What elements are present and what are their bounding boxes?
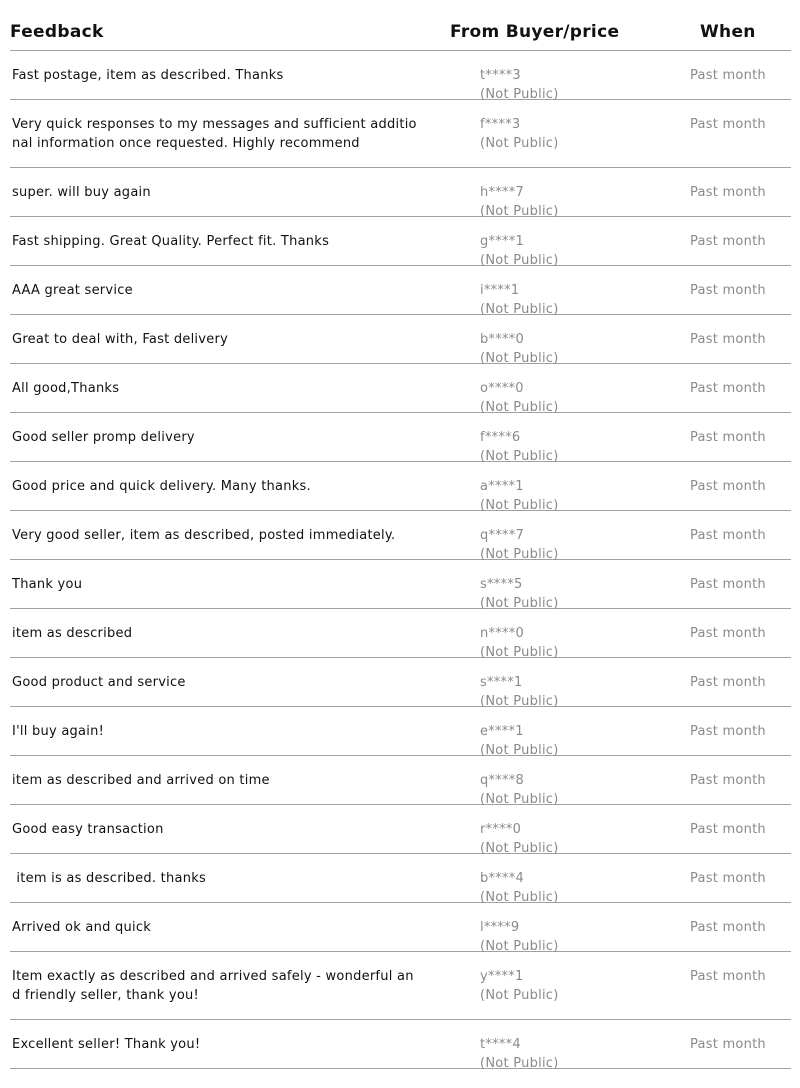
table-row (10, 413, 791, 462)
buyer-info (480, 183, 559, 221)
price-visibility: (Not Public) (480, 596, 559, 611)
feedback-text: Very quick responses to my messages and sufficient additional information once requested. Highly recommend (12, 117, 417, 151)
buyer-info (480, 967, 559, 1005)
table-row (10, 100, 791, 168)
price-visibility: (Not Public) (480, 841, 559, 856)
buyer-id: t****4 (480, 1037, 521, 1052)
price-visibility: (Not Public) (480, 449, 559, 464)
buyer-id: e****1 (480, 724, 524, 739)
price-visibility: (Not Public) (480, 988, 559, 1003)
buyer-info (480, 66, 559, 104)
feedback-text: Item exactly as described and arrived safely - wonderful and friendly seller, thank you! (12, 969, 414, 1003)
feedback-date: Past month (690, 185, 766, 200)
feedback-date: Past month (690, 822, 766, 837)
price-visibility: (Not Public) (480, 547, 559, 562)
buyer-id: b****0 (480, 332, 525, 347)
feedback-text: Arrived ok and quick (12, 920, 152, 935)
price-visibility: (Not Public) (480, 204, 559, 219)
feedback-text: Good easy transaction (12, 822, 164, 837)
buyer-id: f****6 (480, 430, 521, 445)
price-visibility: (Not Public) (480, 351, 559, 366)
column-header-when: When (700, 22, 756, 42)
feedback-date: Past month (690, 773, 766, 788)
feedback-text: I'll buy again! (12, 724, 105, 739)
price-visibility: (Not Public) (480, 302, 559, 317)
feedback-date: Past month (690, 1037, 766, 1052)
price-visibility: (Not Public) (480, 890, 559, 905)
table-header (10, 0, 791, 51)
buyer-id: a****1 (480, 479, 524, 494)
buyer-info (480, 673, 559, 711)
table-row (10, 511, 791, 560)
feedback-date: Past month (690, 577, 766, 592)
price-visibility: (Not Public) (480, 792, 559, 807)
price-visibility: (Not Public) (480, 253, 559, 268)
feedback-text: Excellent seller! Thank you! (12, 1037, 201, 1052)
buyer-info (480, 918, 559, 956)
feedback-date: Past month (690, 430, 766, 445)
buyer-id: s****5 (480, 577, 523, 592)
price-visibility: (Not Public) (480, 743, 559, 758)
buyer-info (480, 428, 559, 466)
feedback-text: item as described and arrived on time (12, 773, 270, 788)
price-visibility: (Not Public) (480, 694, 559, 709)
feedback-date: Past month (690, 117, 766, 132)
table-row (10, 707, 791, 756)
price-visibility: (Not Public) (480, 136, 559, 151)
feedback-date: Past month (690, 332, 766, 347)
buyer-info (480, 526, 559, 564)
buyer-info (480, 330, 559, 368)
table-row (10, 854, 791, 903)
column-header-from-buyer: From Buyer/price (450, 22, 620, 42)
feedback-text: Good seller promp delivery (12, 430, 195, 445)
feedback-text: Very good seller, item as described, posted immediately. (12, 528, 396, 543)
feedback-date: Past month (690, 920, 766, 935)
feedback-date: Past month (690, 234, 766, 249)
table-row (10, 903, 791, 952)
buyer-id: n****0 (480, 626, 525, 641)
table-row (10, 756, 791, 805)
table-row (10, 168, 791, 217)
feedback-date: Past month (690, 68, 766, 83)
buyer-info (480, 1035, 559, 1073)
price-visibility: (Not Public) (480, 1056, 559, 1071)
column-header-feedback: Feedback (10, 22, 104, 42)
buyer-id: l****9 (480, 920, 520, 935)
feedback-date: Past month (690, 969, 766, 984)
buyer-info (480, 232, 559, 270)
buyer-id: h****7 (480, 185, 525, 200)
buyer-info (480, 477, 559, 515)
feedback-text: Fast postage, item as described. Thanks (12, 68, 284, 83)
buyer-id: y****1 (480, 969, 524, 984)
buyer-id: i****1 (480, 283, 520, 298)
feedback-text: Fast shipping. Great Quality. Perfect fit. Thanks (12, 234, 330, 249)
table-row (10, 952, 791, 1020)
table-row (10, 462, 791, 511)
table-row (10, 609, 791, 658)
feedback-date: Past month (690, 626, 766, 641)
feedback-text: Good price and quick delivery. Many thanks. (12, 479, 311, 494)
buyer-info (480, 771, 559, 809)
price-visibility: (Not Public) (480, 400, 559, 415)
buyer-id: b****4 (480, 871, 525, 886)
feedback-date: Past month (690, 283, 766, 298)
price-visibility: (Not Public) (480, 645, 559, 660)
feedback-text: Great to deal with, Fast delivery (12, 332, 229, 347)
buyer-id: s****1 (480, 675, 523, 690)
buyer-info (480, 575, 559, 613)
table-row (10, 1020, 791, 1069)
buyer-id: g****1 (480, 234, 525, 249)
feedback-text: item as described (12, 626, 133, 641)
price-visibility: (Not Public) (480, 87, 559, 102)
buyer-id: r****0 (480, 822, 522, 837)
buyer-id: o****0 (480, 381, 524, 396)
buyer-info (480, 820, 559, 858)
table-row (10, 364, 791, 413)
table-row (10, 658, 791, 707)
price-visibility: (Not Public) (480, 939, 559, 954)
buyer-id: q****8 (480, 773, 525, 788)
feedback-text: Thank you (12, 577, 83, 592)
table-row (10, 805, 791, 854)
feedback-text: super. will buy again (12, 185, 151, 200)
feedback-date: Past month (690, 724, 766, 739)
feedback-table (10, 0, 791, 1069)
buyer-info (480, 869, 559, 907)
feedback-text: Good product and service (12, 675, 186, 690)
table-row (10, 560, 791, 609)
buyer-id: q****7 (480, 528, 525, 543)
feedback-date: Past month (690, 479, 766, 494)
buyer-info (480, 379, 559, 417)
feedback-text: All good,Thanks (12, 381, 120, 396)
buyer-id: t****3 (480, 68, 521, 83)
feedback-text: AAA great service (12, 283, 133, 298)
buyer-info (480, 624, 559, 662)
buyer-id: f****3 (480, 117, 521, 132)
table-row (10, 51, 791, 100)
feedback-date: Past month (690, 675, 766, 690)
table-row (10, 217, 791, 266)
feedback-date: Past month (690, 381, 766, 396)
buyer-info (480, 115, 559, 153)
table-row (10, 315, 791, 364)
feedback-date: Past month (690, 871, 766, 886)
feedback-text: item is as described. thanks (12, 871, 207, 886)
feedback-date: Past month (690, 528, 766, 543)
buyer-info (480, 722, 559, 760)
buyer-info (480, 281, 559, 319)
table-row (10, 266, 791, 315)
price-visibility: (Not Public) (480, 498, 559, 513)
